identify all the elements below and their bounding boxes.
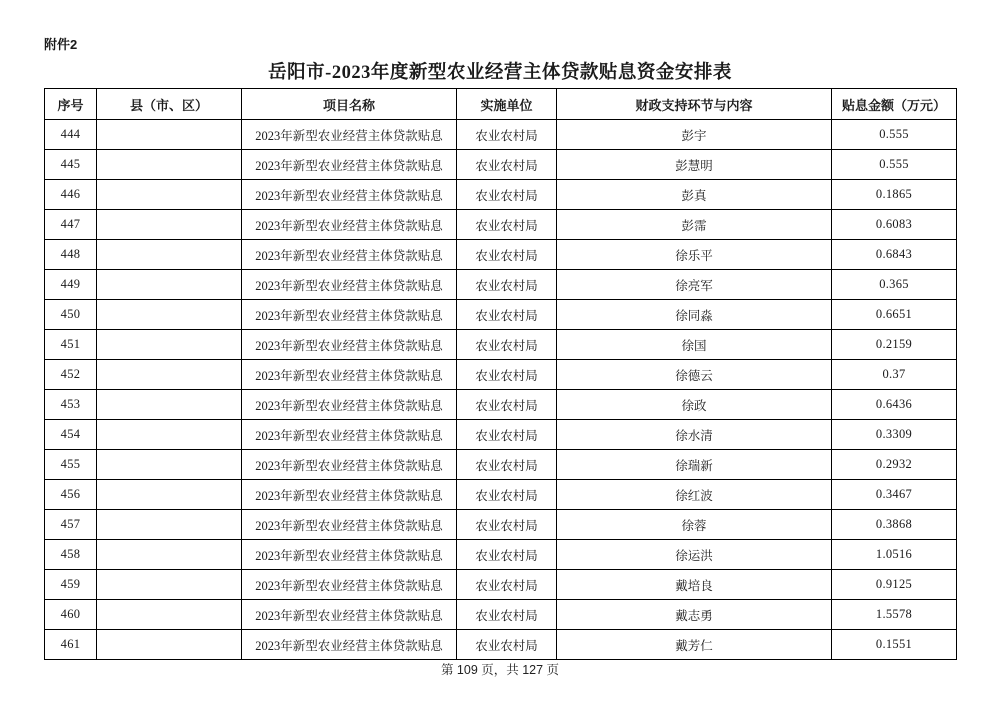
table-row xyxy=(45,630,957,660)
cell-no: 447 xyxy=(45,210,97,240)
cell-no: 457 xyxy=(45,510,97,540)
cell-content: 戴志勇 xyxy=(557,600,832,630)
cell-amount: 0.1865 xyxy=(832,180,957,210)
cell-unit: 农业农村局 xyxy=(457,390,557,420)
attachment-label: 附件2 xyxy=(44,37,78,52)
cell-no: 454 xyxy=(45,420,97,450)
cell-unit: 农业农村局 xyxy=(457,240,557,270)
cell-county xyxy=(97,480,242,510)
cell-county xyxy=(97,540,242,570)
cell-no: 448 xyxy=(45,240,97,270)
column-header-project: 项目名称 xyxy=(242,89,457,120)
cell-amount: 0.3868 xyxy=(832,510,957,540)
table-row xyxy=(45,240,957,270)
cell-amount: 0.6436 xyxy=(832,390,957,420)
cell-unit: 农业农村局 xyxy=(457,540,557,570)
table-body xyxy=(45,120,957,660)
cell-no: 446 xyxy=(45,180,97,210)
cell-content: 彭宇 xyxy=(557,120,832,150)
table-row xyxy=(45,150,957,180)
cell-no: 453 xyxy=(45,390,97,420)
cell-unit: 农业农村局 xyxy=(457,210,557,240)
cell-no: 458 xyxy=(45,540,97,570)
cell-no: 452 xyxy=(45,360,97,390)
cell-county xyxy=(97,390,242,420)
page-footer: 第 109 页，共 127 页 xyxy=(440,663,560,677)
cell-county xyxy=(97,180,242,210)
cell-content: 徐运洪 xyxy=(557,540,832,570)
cell-project: 2023年新型农业经营主体贷款贴息 xyxy=(242,510,457,540)
cell-county xyxy=(97,630,242,660)
cell-project: 2023年新型农业经营主体贷款贴息 xyxy=(242,240,457,270)
column-header-no: 序号 xyxy=(45,89,97,120)
table-row xyxy=(45,270,957,300)
cell-amount: 0.555 xyxy=(832,120,957,150)
table-header-row xyxy=(45,89,957,120)
cell-content: 戴培良 xyxy=(557,570,832,600)
cell-project: 2023年新型农业经营主体贷款贴息 xyxy=(242,390,457,420)
cell-county xyxy=(97,450,242,480)
cell-content: 彭霈 xyxy=(557,210,832,240)
cell-county xyxy=(97,120,242,150)
subsidy-table xyxy=(44,88,957,660)
cell-county xyxy=(97,420,242,450)
cell-project: 2023年新型农业经营主体贷款贴息 xyxy=(242,300,457,330)
cell-unit: 农业农村局 xyxy=(457,480,557,510)
cell-content: 彭慧明 xyxy=(557,150,832,180)
cell-amount: 0.2932 xyxy=(832,450,957,480)
cell-project: 2023年新型农业经营主体贷款贴息 xyxy=(242,120,457,150)
cell-project: 2023年新型农业经营主体贷款贴息 xyxy=(242,600,457,630)
page-title: 岳阳市-2023年度新型农业经营主体贷款贴息资金安排表 xyxy=(268,63,732,83)
cell-no: 455 xyxy=(45,450,97,480)
cell-unit: 农业农村局 xyxy=(457,630,557,660)
cell-content: 徐红波 xyxy=(557,480,832,510)
table-row xyxy=(45,360,957,390)
cell-no: 459 xyxy=(45,570,97,600)
table-row xyxy=(45,120,957,150)
table-row xyxy=(45,420,957,450)
cell-project: 2023年新型农业经营主体贷款贴息 xyxy=(242,150,457,180)
cell-amount: 1.5578 xyxy=(832,600,957,630)
table-row xyxy=(45,210,957,240)
cell-content: 徐亮军 xyxy=(557,270,832,300)
table-row xyxy=(45,540,957,570)
cell-unit: 农业农村局 xyxy=(457,270,557,300)
table-row xyxy=(45,480,957,510)
table-row xyxy=(45,330,957,360)
cell-project: 2023年新型农业经营主体贷款贴息 xyxy=(242,360,457,390)
cell-county xyxy=(97,210,242,240)
cell-project: 2023年新型农业经营主体贷款贴息 xyxy=(242,480,457,510)
cell-project: 2023年新型农业经营主体贷款贴息 xyxy=(242,270,457,300)
cell-no: 449 xyxy=(45,270,97,300)
cell-county xyxy=(97,240,242,270)
cell-unit: 农业农村局 xyxy=(457,420,557,450)
cell-no: 450 xyxy=(45,300,97,330)
cell-unit: 农业农村局 xyxy=(457,360,557,390)
cell-amount: 0.555 xyxy=(832,150,957,180)
cell-no: 444 xyxy=(45,120,97,150)
table-row xyxy=(45,450,957,480)
table-container xyxy=(44,88,956,660)
cell-amount: 0.37 xyxy=(832,360,957,390)
cell-content: 徐瑞新 xyxy=(557,450,832,480)
cell-project: 2023年新型农业经营主体贷款贴息 xyxy=(242,570,457,600)
cell-county xyxy=(97,270,242,300)
cell-unit: 农业农村局 xyxy=(457,510,557,540)
cell-project: 2023年新型农业经营主体贷款贴息 xyxy=(242,630,457,660)
cell-unit: 农业农村局 xyxy=(457,150,557,180)
cell-amount: 0.3309 xyxy=(832,420,957,450)
table-row xyxy=(45,600,957,630)
cell-content: 彭真 xyxy=(557,180,832,210)
cell-no: 460 xyxy=(45,600,97,630)
cell-amount: 1.0516 xyxy=(832,540,957,570)
cell-county xyxy=(97,510,242,540)
column-header-unit: 实施单位 xyxy=(457,89,557,120)
cell-unit: 农业农村局 xyxy=(457,300,557,330)
cell-county xyxy=(97,570,242,600)
cell-content: 徐德云 xyxy=(557,360,832,390)
cell-unit: 农业农村局 xyxy=(457,570,557,600)
cell-county xyxy=(97,300,242,330)
cell-county xyxy=(97,150,242,180)
cell-content: 徐国 xyxy=(557,330,832,360)
cell-project: 2023年新型农业经营主体贷款贴息 xyxy=(242,420,457,450)
cell-amount: 0.6651 xyxy=(832,300,957,330)
cell-project: 2023年新型农业经营主体贷款贴息 xyxy=(242,330,457,360)
cell-amount: 0.6843 xyxy=(832,240,957,270)
cell-content: 徐政 xyxy=(557,390,832,420)
cell-amount: 0.6083 xyxy=(832,210,957,240)
cell-amount: 0.9125 xyxy=(832,570,957,600)
cell-amount: 0.3467 xyxy=(832,480,957,510)
cell-project: 2023年新型农业经营主体贷款贴息 xyxy=(242,180,457,210)
cell-unit: 农业农村局 xyxy=(457,600,557,630)
cell-amount: 0.2159 xyxy=(832,330,957,360)
cell-no: 451 xyxy=(45,330,97,360)
cell-project: 2023年新型农业经营主体贷款贴息 xyxy=(242,210,457,240)
cell-content: 徐蓉 xyxy=(557,510,832,540)
column-header-content: 财政支持环节与内容 xyxy=(557,89,832,120)
cell-county xyxy=(97,600,242,630)
cell-project: 2023年新型农业经营主体贷款贴息 xyxy=(242,450,457,480)
cell-amount: 0.365 xyxy=(832,270,957,300)
cell-county xyxy=(97,330,242,360)
cell-amount: 0.1551 xyxy=(832,630,957,660)
cell-content: 戴芳仁 xyxy=(557,630,832,660)
cell-no: 461 xyxy=(45,630,97,660)
column-header-county: 县（市、区） xyxy=(97,89,242,120)
cell-content: 徐同淼 xyxy=(557,300,832,330)
cell-county xyxy=(97,360,242,390)
table-row xyxy=(45,390,957,420)
table-row xyxy=(45,510,957,540)
cell-content: 徐水清 xyxy=(557,420,832,450)
cell-unit: 农业农村局 xyxy=(457,180,557,210)
cell-unit: 农业农村局 xyxy=(457,330,557,360)
table-row xyxy=(45,180,957,210)
column-header-amount: 贴息金额（万元） xyxy=(832,89,957,120)
table-row xyxy=(45,300,957,330)
cell-no: 456 xyxy=(45,480,97,510)
table-row xyxy=(45,570,957,600)
cell-project: 2023年新型农业经营主体贷款贴息 xyxy=(242,540,457,570)
cell-unit: 农业农村局 xyxy=(457,120,557,150)
cell-no: 445 xyxy=(45,150,97,180)
cell-unit: 农业农村局 xyxy=(457,450,557,480)
cell-content: 徐乐平 xyxy=(557,240,832,270)
